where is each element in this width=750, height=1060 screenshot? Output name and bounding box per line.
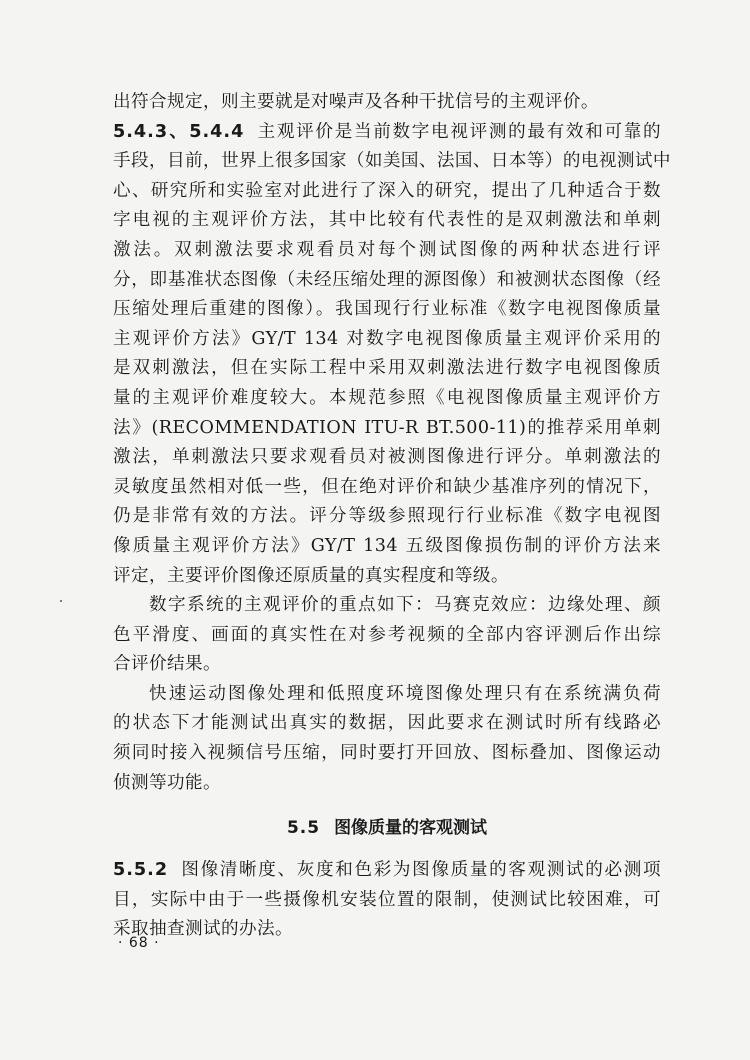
text-line-body: 图像清晰度、灰度和色彩为图像质量的客观测试的必测项 — [180, 860, 661, 881]
text-line: 是双刺激法，但在实际工程中采用双刺激法进行数字电视图像质 — [113, 358, 661, 379]
paragraph-key-points — [113, 591, 661, 680]
text-line: 压缩处理后重建的图像）。我国现行行业标准《数字电视图像质量 — [113, 299, 661, 320]
section-heading — [113, 804, 661, 852]
text-line: 的状态下才能测试出真实的数据，因此要求在测试时所有线路必 — [113, 713, 661, 734]
text-line — [113, 118, 661, 148]
section-ref: 5.5.2 — [113, 860, 169, 881]
text-line: 像质量主观评价方法》GY/T 134 五级图像损伤制的评价方法来 — [113, 535, 661, 556]
text-line: 侦测等功能。 — [113, 772, 221, 793]
section-heading-title: 图像质量的客观测试 — [334, 818, 488, 839]
text-line: 字电视的主观评价方法，其中比较有代表性的是双刺激法和单刺 — [113, 210, 661, 231]
text-line: 数字系统的主观评价的重点如下：马赛克效应：边缘处理、颜 — [149, 595, 661, 616]
paragraph-motion-lowlight — [113, 680, 661, 798]
section-heading-number: 5.5 — [286, 818, 321, 839]
text-line: 手段，目前，世界上很多国家（如美国、法国、日本等）的电视测试中 — [113, 151, 671, 172]
text-line: 主观评价方法》GY/T 134 对数字电视图像质量主观评价采用的 — [113, 328, 661, 349]
paragraph-5-5-2 — [113, 856, 661, 945]
text-line: 采取抽查测试的办法。 — [113, 919, 293, 940]
text-line: 评定，主要评价图像还原质量的真实程度和等级。 — [113, 565, 509, 586]
section-ref: 5.4.3、5.4.4 — [113, 121, 245, 142]
page-number: · 68 · — [118, 935, 160, 951]
text-line: 心、研究所和实验室对此进行了深入的研究，提出了几种适合于数 — [113, 180, 661, 201]
text-line-body: 主观评价是当前数字电视评测的最有效和可靠的 — [256, 121, 662, 142]
text-line: 须同时接入视频信号压缩，同时要打开回放、图标叠加、图像运动 — [113, 743, 661, 764]
scan-speck — [60, 600, 62, 602]
paragraph-continuation — [113, 88, 661, 118]
text-line: 法》(RECOMMENDATION ITU-R BT.500-11)的推荐采用单刺 — [113, 417, 661, 438]
page-body — [113, 88, 671, 945]
text-line: 灵敏度虽然相对低一些，但在绝对评价和缺少基准序列的情况下， — [113, 476, 661, 497]
text-line — [113, 856, 661, 886]
text-line: 合评价结果。 — [113, 654, 221, 675]
text-line: 激法。双刺激法要求观看员对每个测试图像的两种状态进行评 — [113, 239, 661, 260]
text-line: 量的主观评价难度较大。本规范参照《电视图像质量主观评价方 — [113, 387, 661, 408]
paragraph-5-4-3 — [113, 118, 671, 592]
text-line: 快速运动图像处理和低照度环境图像处理只有在系统满负荷 — [149, 683, 661, 704]
text-line: 色平滑度、画面的真实性在对参考视频的全部内容评测后作出综 — [113, 624, 661, 645]
text-line: 激法，单刺激法只要求观看员对被测图像进行评分。单刺激法的 — [113, 447, 661, 468]
text-line: 分，即基准状态图像（未经压缩处理的源图像）和被测状态图像（经 — [113, 269, 661, 290]
text-line: 目，实际中由于一些摄像机安装位置的限制，使测试比较困难，可 — [113, 889, 661, 910]
text-line: 出符合规定，则主要就是对噪声及各种干扰信号的主观评价。 — [113, 92, 599, 112]
text-line: 仍是非常有效的方法。评分等级参照现行行业标准《数字电视图 — [113, 506, 661, 527]
